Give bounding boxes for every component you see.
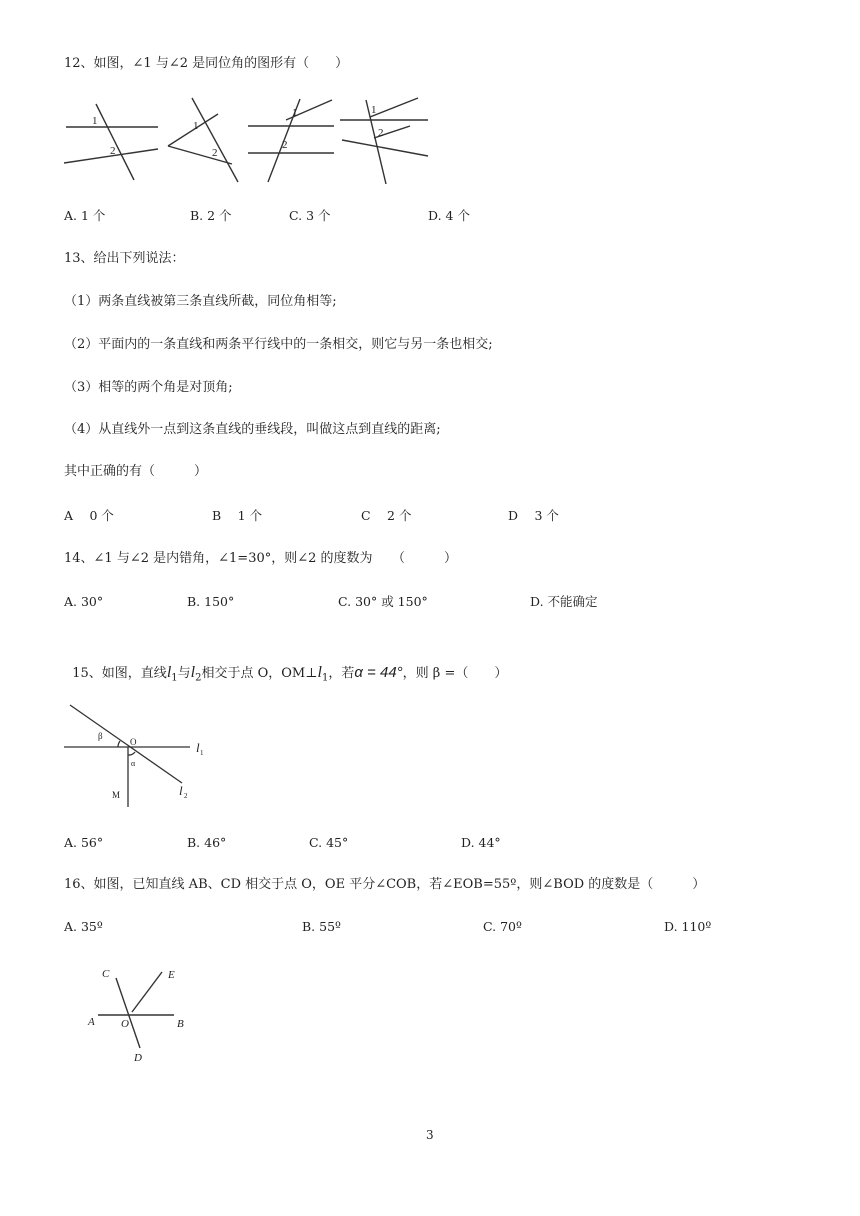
q14-option-d: D. 不能确定 xyxy=(530,594,598,609)
page-number: 3 xyxy=(426,1128,434,1142)
q16-fig-c: C xyxy=(102,968,110,980)
q15-option-b: B. 46° xyxy=(187,835,227,850)
q15-fig-alpha: α xyxy=(131,759,136,768)
q15-l2: l xyxy=(190,664,196,681)
q13-option-c: C 2 个 xyxy=(361,508,412,523)
q15-figure xyxy=(62,697,212,809)
q12-fig4-label-1: 1 xyxy=(371,104,377,116)
q14-option-c: C. 30° 或 150° xyxy=(338,594,428,609)
q15-l2-sub: 2 xyxy=(195,672,202,684)
q16-option-c: C. 70º xyxy=(483,919,522,934)
q13-stem: 13、给出下列说法： xyxy=(64,251,185,266)
q15-stem-b: 相交于点 O，OM⊥ xyxy=(201,666,318,681)
q12-fig3-label-2: 2 xyxy=(282,139,288,151)
q12-figures xyxy=(62,96,432,186)
q12-fig2-label-1: 1 xyxy=(193,120,199,132)
q15-stem-d: ，则 β =（ ） xyxy=(402,666,508,681)
q15-l1-sub: 1 xyxy=(171,672,178,684)
q15-stem-c: ，若 xyxy=(328,666,355,681)
q13-item-1: （1）两条直线被第三条直线所截，同位角相等; xyxy=(64,294,337,309)
q16-fig-b: B xyxy=(177,1018,184,1030)
q13-option-d: D 3 个 xyxy=(508,508,559,523)
q14-option-b: B. 150° xyxy=(187,594,235,609)
q12-fig4-label-2: 2 xyxy=(378,127,384,139)
q12-option-d: D. 4 个 xyxy=(428,208,470,223)
q13-item-2: （2）平面内的一条直线和两条平行线中的一条相交，则它与另一条也相交; xyxy=(64,337,493,352)
q12-fig2-label-2: 2 xyxy=(212,147,218,159)
q15-option-a: A. 56° xyxy=(64,835,104,850)
q16-fig-d: D xyxy=(134,1052,142,1064)
q15-option-c: C. 45° xyxy=(309,835,349,850)
q12-option-b: B. 2 个 xyxy=(190,208,232,223)
q15-yu: 与 xyxy=(177,666,191,681)
q12-option-c: C. 3 个 xyxy=(289,208,331,223)
q14-stem: 14、∠1 与∠2 是内错角，∠1=30°，则∠2 的度数为 （ ） xyxy=(64,551,458,566)
q15-fig-l2: l xyxy=(179,783,183,798)
q15-fig-l1-sub: 1 xyxy=(200,749,204,757)
q16-fig-o: O xyxy=(121,1018,129,1030)
q12-fig1-label-1: 1 xyxy=(92,115,98,127)
q13-item-3: （3）相等的两个角是对顶角; xyxy=(64,380,233,395)
q15-fig-beta: β xyxy=(98,731,103,741)
q13-option-a: A 0 个 xyxy=(64,508,114,523)
q12-option-a: A. 1 个 xyxy=(64,208,106,223)
q15-fig-o: O xyxy=(130,737,137,747)
q15-alpha-expr: α = 44° xyxy=(354,664,403,681)
q15-fig-l2-sub: 2 xyxy=(184,792,188,800)
q13-option-b: B 1 个 xyxy=(212,508,263,523)
q16-stem: 16、如图，已知直线 AB、CD 相交于点 O，OE 平分∠COB，若∠EOB=55º，则∠BOD 的度数是（ ） xyxy=(64,877,706,892)
q15-l1: l xyxy=(166,664,172,681)
q13-question: 其中正确的有（ ） xyxy=(64,464,208,479)
q16-fig-e: E xyxy=(168,969,175,981)
q16-figure xyxy=(84,962,214,1074)
q15-option-d: D. 44° xyxy=(461,835,501,850)
q16-option-a: A. 35º xyxy=(64,919,103,934)
q12-fig3-label-1: 1 xyxy=(292,107,298,119)
q12-stem: 12、如图，∠1 与∠2 是同位角的图形有（ ） xyxy=(64,56,349,71)
q13-item-4: （4）从直线外一点到这条直线的垂线段，叫做这点到直线的距离; xyxy=(64,422,441,437)
q15-l1-b-sub: 1 xyxy=(321,672,329,684)
q16-fig-a: A xyxy=(88,1016,95,1028)
q12-fig1-label-2: 2 xyxy=(110,145,116,157)
q15-stem xyxy=(64,646,507,688)
q15-fig-l1: l xyxy=(196,740,200,755)
q15-l1-b: l xyxy=(317,664,322,681)
q15-stem-a: 15、如图，直线 xyxy=(72,666,167,681)
q16-option-b: B. 55º xyxy=(302,919,341,934)
q15-fig-m: M xyxy=(112,790,121,800)
q16-option-d: D. 110º xyxy=(664,919,712,934)
q14-option-a: A. 30° xyxy=(64,594,104,609)
